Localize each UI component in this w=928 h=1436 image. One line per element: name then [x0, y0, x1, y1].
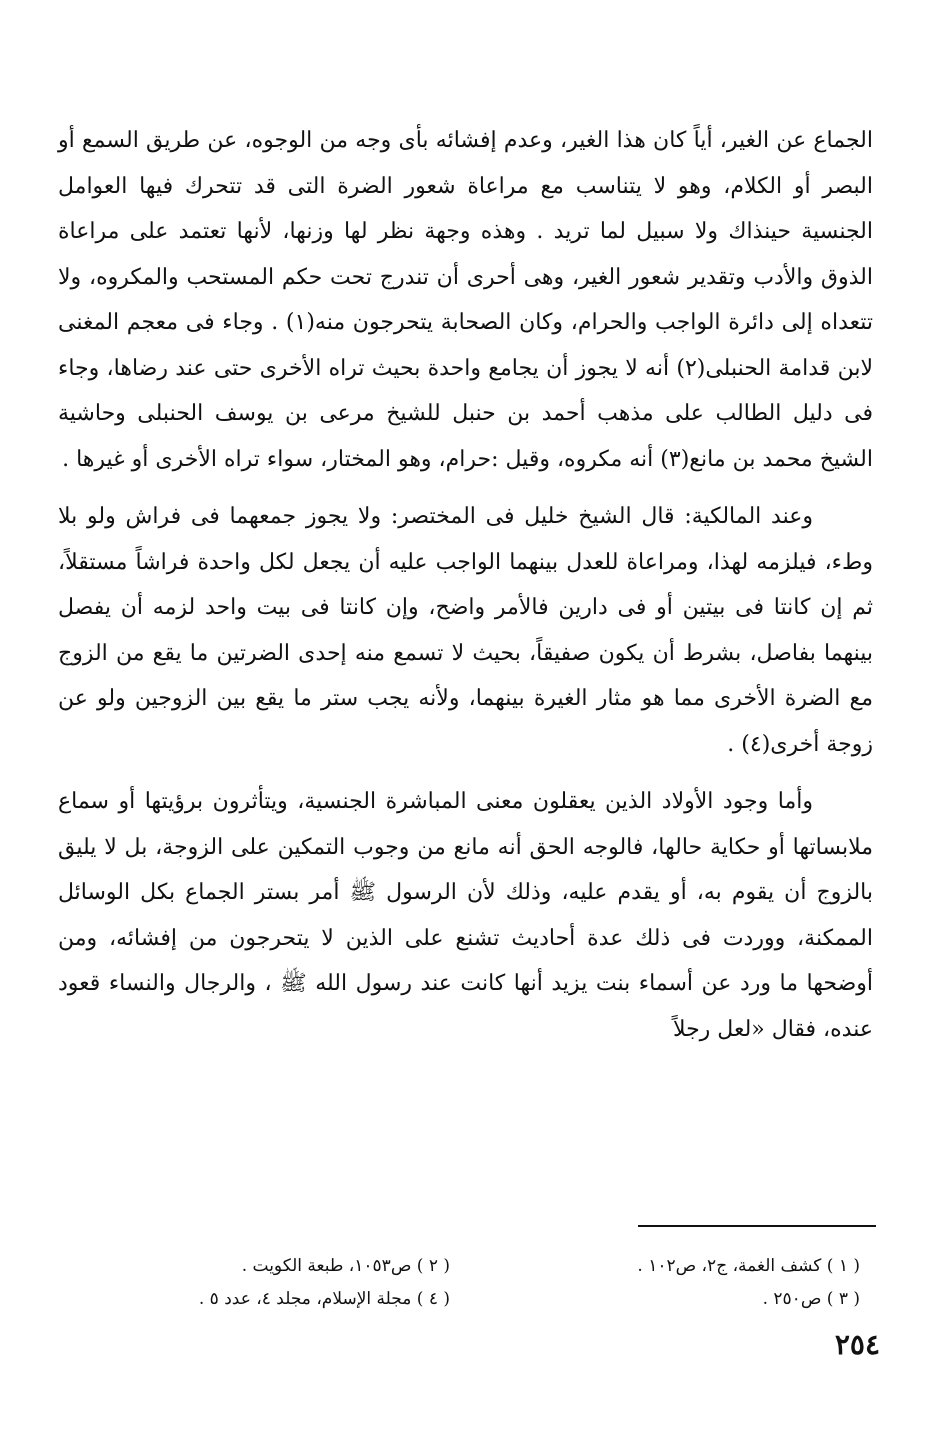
footnote-3: ( ٣ ) ص٢٥٠ .: [762, 1289, 860, 1309]
footnotes: [120, 1250, 860, 1316]
footnote-row: [120, 1283, 860, 1316]
paragraph-3: وأما وجود الأولاد الذين يعقلون معنى المباشرة الجنسية، ويتأثرون برؤيتها أو سماع ملابساتها أو حكاية حالها، فالوجه الحق أنه مانع من وجوب التمكين على الزوجة، بل لا يليق بالزوج أن يقوم به، أو يقدم عليه، وذلك لأن الرسول ﷺ أمر بستر الجماع بكل الوسائل الممكنة، ووردت فى ذلك عدة أحاديث تشنع على الذين لا يتحرجون من إفشائه، ومن أوضحها ما ورد عن أسماء بنت يزيد أنها كانت عند رسول الله ﷺ ، والرجال والنساء قعود عنده، فقال «لعل رجلاً: [58, 789, 873, 1042]
footnote-2: ( ٢ ) ص١٠٥٣، طبعة الكويت .: [241, 1256, 450, 1276]
page-number: ٢٥٤: [834, 1328, 880, 1361]
footnote-separator: [638, 1225, 876, 1227]
footnote-row: [120, 1250, 860, 1283]
paragraph-1: الجماع عن الغير، أياً كان هذا الغير، وعدم إفشائه بأى وجه من الوجوه، عن طريق السمع أو البصر أو الكلام، وهو لا يتناسب مع مراعاة شعور الضرة التى قد تتحرك فيها العوامل الجنسية حينذاك ولا سبيل لما تريد . وهذه وجهة نظر لها وزنها، لأنها تعتمد على مراعاة الذوق والأدب وتقدير شعور الغير، وهى أحرى أن تندرج تحت حكم المستحب والمكروه، ولا تتعداه إلى دائرة الواجب والحرام، وكان الصحابة يتحرجون منه(١) . وجاء فى معجم المغنى لابن قدامة الحنبلى(٢) أنه لا يجوز أن يجامع واحدة بحيث تراه الأخرى حتى عند رضاها، وجاء فى دليل الطالب على مذهب أحمد بن حنبل للشيخ مرعى بن يوسف الحنبلى وحاشية الشيخ محمد بن مانع(٣) أنه مكروه، وقيل :حرام، وهو المختار، سواء تراه الأخرى أو غيرها .: [58, 128, 873, 472]
footnote-1: ( ١ ) كشف الغمة، ج٢، ص١٠٢ .: [637, 1256, 860, 1276]
footnote-4: ( ٤ ) مجلة الإسلام، مجلد ٤، عدد ٥ .: [198, 1289, 450, 1309]
paragraph-2: وعند المالكية: قال الشيخ خليل فى المختصر: ولا يجوز جمعهما فى فراش ولو بلا وطء، فيلزمه لهذا، ومراعاة للعدل بينهما الواجب عليه أن يجعل لكل واحدة فراشاً مستقلاً، ثم إن كانتا فى بيتين أو فى دارين فالأمر واضح، وإن كانتا فى بيت واحد لزمه أن يفصل بينهما بفاصل، بشرط أن يكون صفيقاً، بحيث لا تسمع منه إحدى الضرتين ما يقع من الزوج مع الضرة الأخرى مما هو مثار الغيرة بينهما، ولأنه يجب ستر ما يقع بين الزوجين ولو عن زوجة أخرى(٤) .: [58, 504, 873, 757]
main-text: [58, 118, 873, 1052]
